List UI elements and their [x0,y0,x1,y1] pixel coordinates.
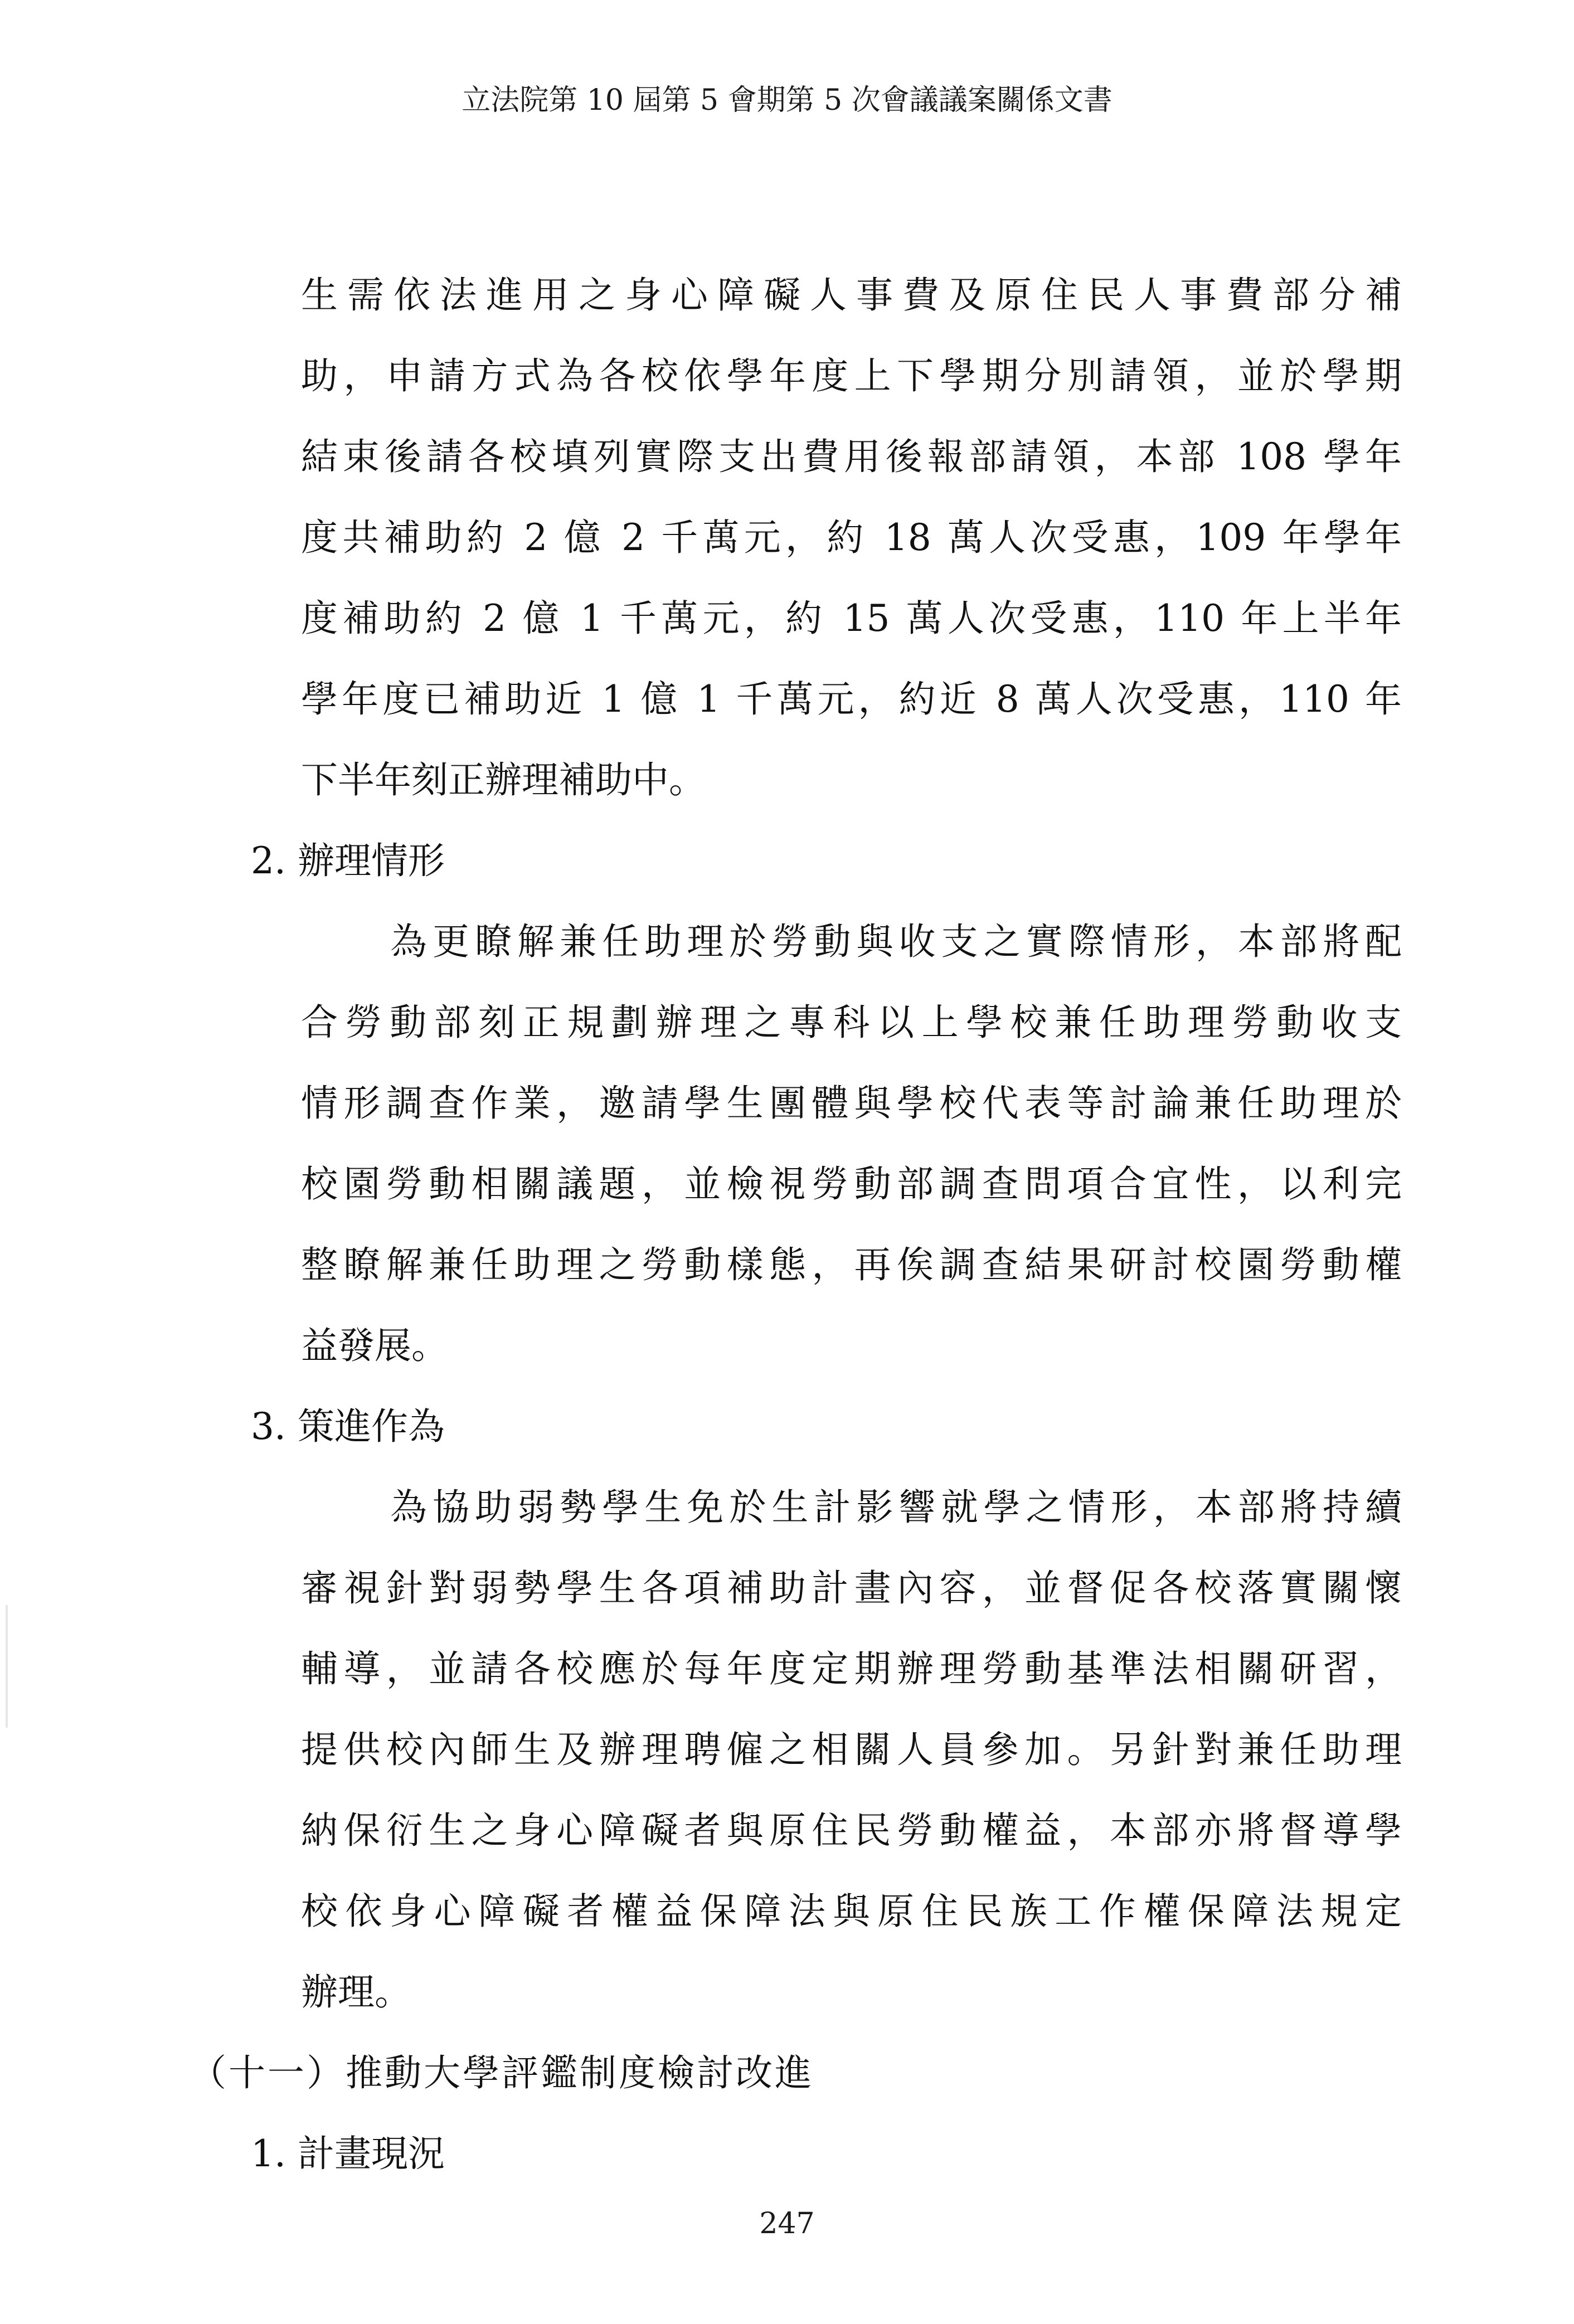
paragraph-line: 益發展。 [301,1324,448,1367]
paragraph-line: 為協助弱勢學生免於生計影響就學之情形，本部將持續 [390,1486,1402,1529]
paragraph-line: 度補助約 2 億 1 千萬元，約 15 萬人次受惠，110 年上半年 [301,597,1402,640]
paragraph-line: 辦理。 [301,1971,411,2014]
section-heading-3: 3. 策進作為 [251,1405,445,1448]
paragraph-line: 助，申請方式為各校依學年度上下學期分別請領，並於學期 [301,354,1402,397]
paragraph-line: 整瞭解兼任助理之勞動樣態，再俟調查結果研討校園勞動權 [301,1243,1402,1286]
subsection-heading: 1. 計畫現況 [251,2132,445,2175]
paragraph-line: 度共補助約 2 億 2 千萬元，約 18 萬人次受惠，109 年學年 [301,516,1402,559]
page-number: 247 [759,2207,815,2240]
scan-margin-mark [6,1605,8,1728]
paragraph-line: 結束後請各校填列實際支出費用後報部請領，本部 108 學年 [301,435,1402,478]
paragraph-line: 校依身心障礙者權益保障法與原住民族工作權保障法規定 [301,1890,1402,1933]
paragraph-line: 納保衍生之身心障礙者與原住民勞動權益，本部亦將督導學 [301,1809,1402,1852]
paragraph-line: 提供校內師生及辦理聘僱之相關人員參加。另針對兼任助理 [301,1728,1402,1771]
paragraph-line: 生需依法進用之身心障礙人事費及原住民人事費部分補 [301,274,1402,317]
document-header: 立法院第 10 屆第 5 會期第 5 次會議議案關係文書 [461,84,1113,117]
paragraph-line: 輔導，並請各校應於每年度定期辦理勞動基準法相關研習， [301,1647,1402,1690]
section-heading-2: 2. 辦理情形 [251,839,445,882]
paragraph-line: 學年度已補助近 1 億 1 千萬元，約近 8 萬人次受惠，110 年 [301,678,1402,721]
paragraph-line: 情形調查作業，邀請學生團體與學校代表等討論兼任助理於 [301,1082,1402,1125]
paragraph-line: 為更瞭解兼任助理於勞動與收支之實際情形，本部將配 [390,920,1402,963]
section-title-11: （十一）推動大學評鑑制度檢討改進 [190,2051,814,2094]
paragraph-line: 審視針對弱勢學生各項補助計畫內容，並督促各校落實關懷 [301,1567,1402,1610]
paragraph-line: 合勞動部刻正規劃辦理之專科以上學校兼任助理勞動收支 [301,1001,1402,1044]
paragraph-line: 下半年刻正辦理補助中。 [301,759,706,801]
paragraph-line: 校園勞動相關議題，並檢視勞動部調查問項合宜性，以利完 [301,1163,1402,1205]
